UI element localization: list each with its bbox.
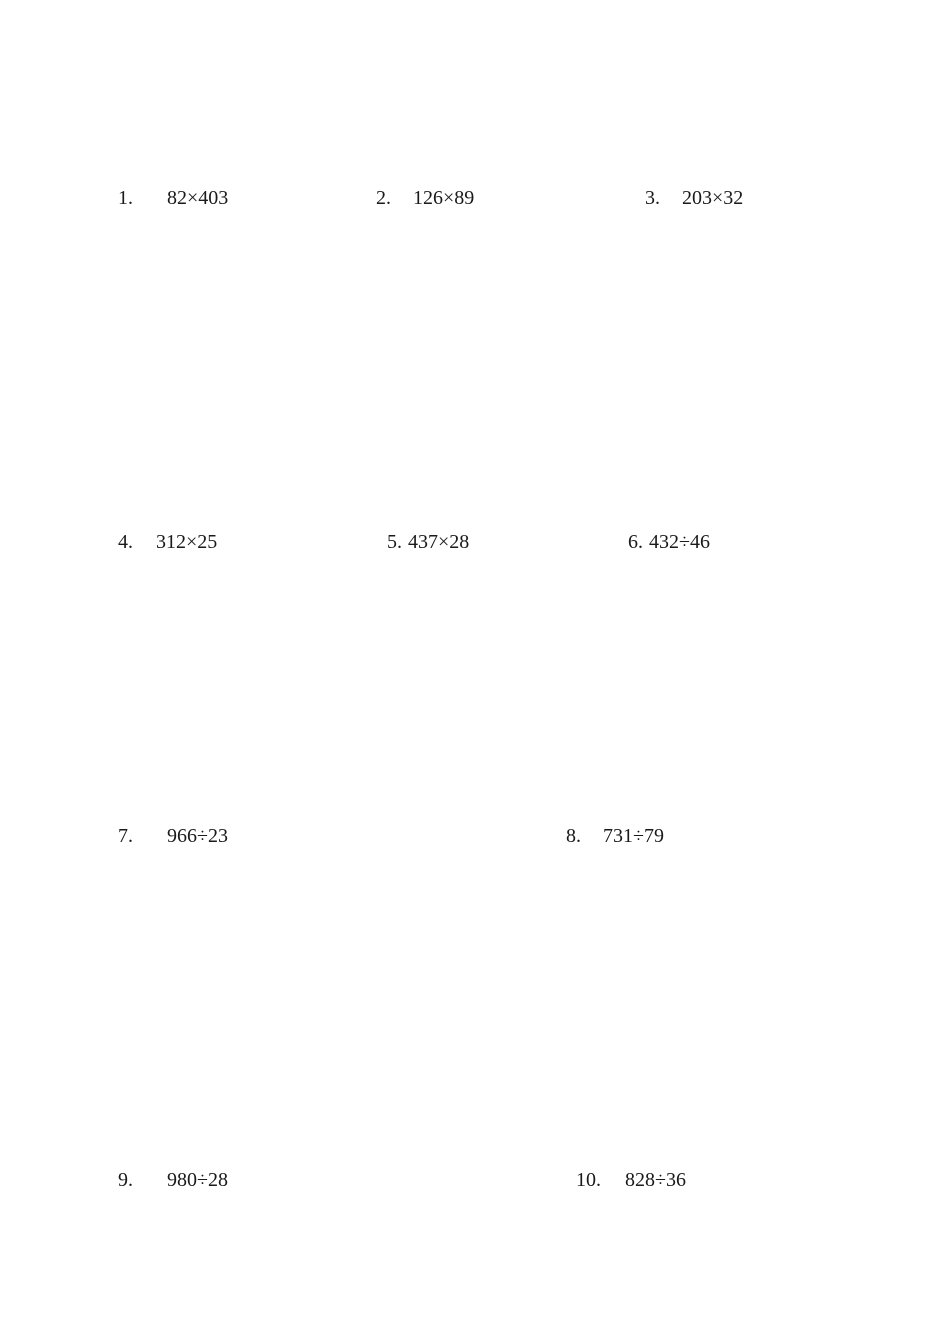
problem-number: 3. [645, 187, 660, 209]
problem-number: 5. [387, 531, 402, 553]
problem-expression: 828÷36 [625, 1169, 686, 1191]
problem-number: 4. [118, 531, 133, 553]
problem-expression: 966÷23 [167, 825, 228, 847]
problem-expression: 432÷46 [649, 531, 710, 553]
problem-number: 7. [118, 825, 133, 847]
problem-expression: 203×32 [682, 187, 744, 209]
problem-expression: 980÷28 [167, 1169, 228, 1191]
problem-number: 6. [628, 531, 643, 553]
problem-number: 1. [118, 187, 133, 209]
problem-number: 2. [376, 187, 391, 209]
problem-number: 10. [576, 1169, 601, 1191]
problem-expression: 437×28 [408, 531, 470, 553]
problem-expression: 312×25 [156, 531, 218, 553]
problem-expression: 731÷79 [603, 825, 664, 847]
problem-expression: 82×403 [167, 187, 229, 209]
problem-expression: 126×89 [413, 187, 475, 209]
problem-number: 8. [566, 825, 581, 847]
problem-number: 9. [118, 1169, 133, 1191]
